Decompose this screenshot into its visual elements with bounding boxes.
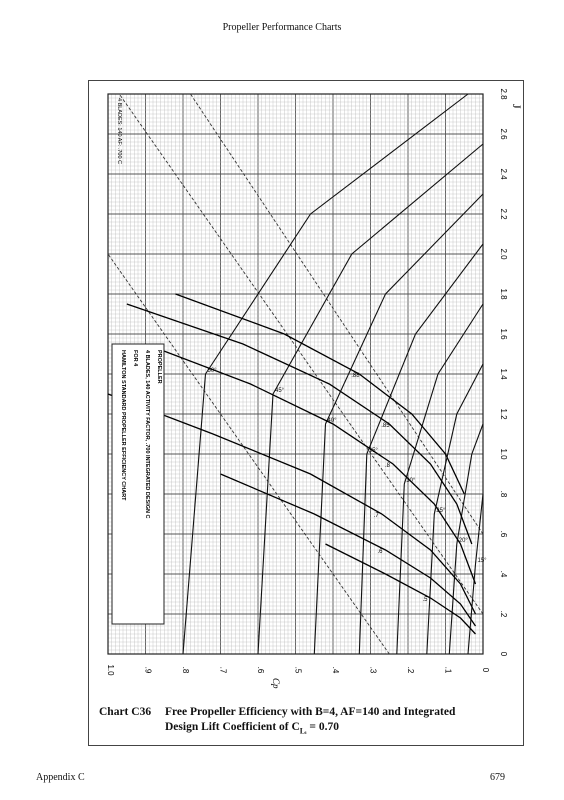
cp-tick-label: 0: [481, 667, 490, 673]
j-tick-label: 2.4: [499, 168, 508, 180]
j-tick-label: 2.0: [499, 248, 508, 260]
cp-tick-label: .5: [293, 666, 303, 674]
efficiency-label: .88: [351, 373, 360, 379]
j-tick-label: .4: [499, 570, 508, 578]
caption-number: Chart C36: [99, 706, 152, 718]
footer-page-number: 679: [490, 772, 505, 783]
cp-tick-label: .4: [331, 666, 340, 674]
efficiency-label: .6: [377, 549, 383, 555]
efficiency-chart: [88, 80, 522, 744]
blade-angle-label: 30°: [406, 478, 416, 484]
efficiency-label: .8: [385, 463, 391, 469]
chart-subtitle: 4 BLADES, 140 ACTIVITY FACTOR, .700 INTEGRATED DESIGN C: [144, 350, 150, 519]
j-axis-label: J: [510, 104, 524, 109]
j-tick-label: 1.0: [499, 448, 508, 460]
chart-subtitle: PROPELLER: [156, 350, 162, 384]
blade-angle-label: 35°: [368, 448, 378, 454]
caption-equals: = 0.70: [306, 721, 339, 733]
chart-title: HAMILTON STANDARD PROPELLER EFFICIENCY CHART: [120, 350, 126, 501]
cp-tick-label: .3: [368, 666, 378, 674]
efficiency-label: .85: [381, 423, 390, 429]
caption-subscript: Lᵢ: [299, 726, 307, 736]
cp-tick-label: .9: [143, 666, 153, 674]
cp-tick-label: .7: [218, 666, 228, 674]
j-tick-label: .8: [499, 490, 508, 498]
j-tick-label: 1.4: [499, 368, 508, 380]
j-tick-label: 0: [499, 651, 508, 657]
blade-angle-label: 40°: [327, 418, 337, 424]
blade-angle-line: [427, 364, 483, 654]
j-tick-label: 1.2: [499, 408, 508, 420]
j-tick-label: .2: [499, 610, 508, 618]
blade-angle-label: 45°: [275, 388, 285, 394]
blade-angle-label: 20°: [458, 538, 468, 544]
j-tick-label: 2.8: [499, 88, 508, 100]
caption-line-2: Design Lift Coefficient of C: [165, 721, 300, 733]
j-tick-label: 1.6: [499, 328, 508, 340]
cp-tick-label: 1.0: [106, 664, 115, 676]
title-block: [112, 344, 164, 624]
blade-angle-label: 15°: [477, 558, 487, 564]
cp-tick-label: .8: [181, 666, 190, 674]
cp-axis-label: Cp: [271, 678, 281, 689]
cp-tick-label: .6: [256, 666, 265, 674]
chart-subtitle: FOR 4: [132, 350, 138, 367]
corner-label: 4 BLADES: 140 AF: .700 C: [116, 98, 122, 165]
blade-angle-line: [314, 194, 483, 654]
j-tick-label: .6: [499, 530, 508, 538]
footer-appendix: Appendix C: [36, 772, 85, 783]
efficiency-label: .7: [373, 513, 379, 519]
j-tick-label: 2.6: [499, 128, 508, 140]
chart-caption: [99, 705, 519, 738]
efficiency-label: .5: [422, 597, 428, 603]
cp-tick-label: .2: [406, 666, 415, 674]
blade-angle-label: 50°: [207, 368, 217, 374]
cp-tick-label: .1: [443, 666, 453, 674]
j-tick-label: 2.2: [499, 208, 508, 220]
caption-line-1: Free Propeller Efficiency with B=4, AF=140 and Integrated: [165, 706, 456, 718]
page-header: Propeller Performance Charts: [222, 22, 342, 33]
blade-angle-label: 25°: [436, 508, 446, 514]
j-tick-label: 1.8: [499, 288, 508, 300]
